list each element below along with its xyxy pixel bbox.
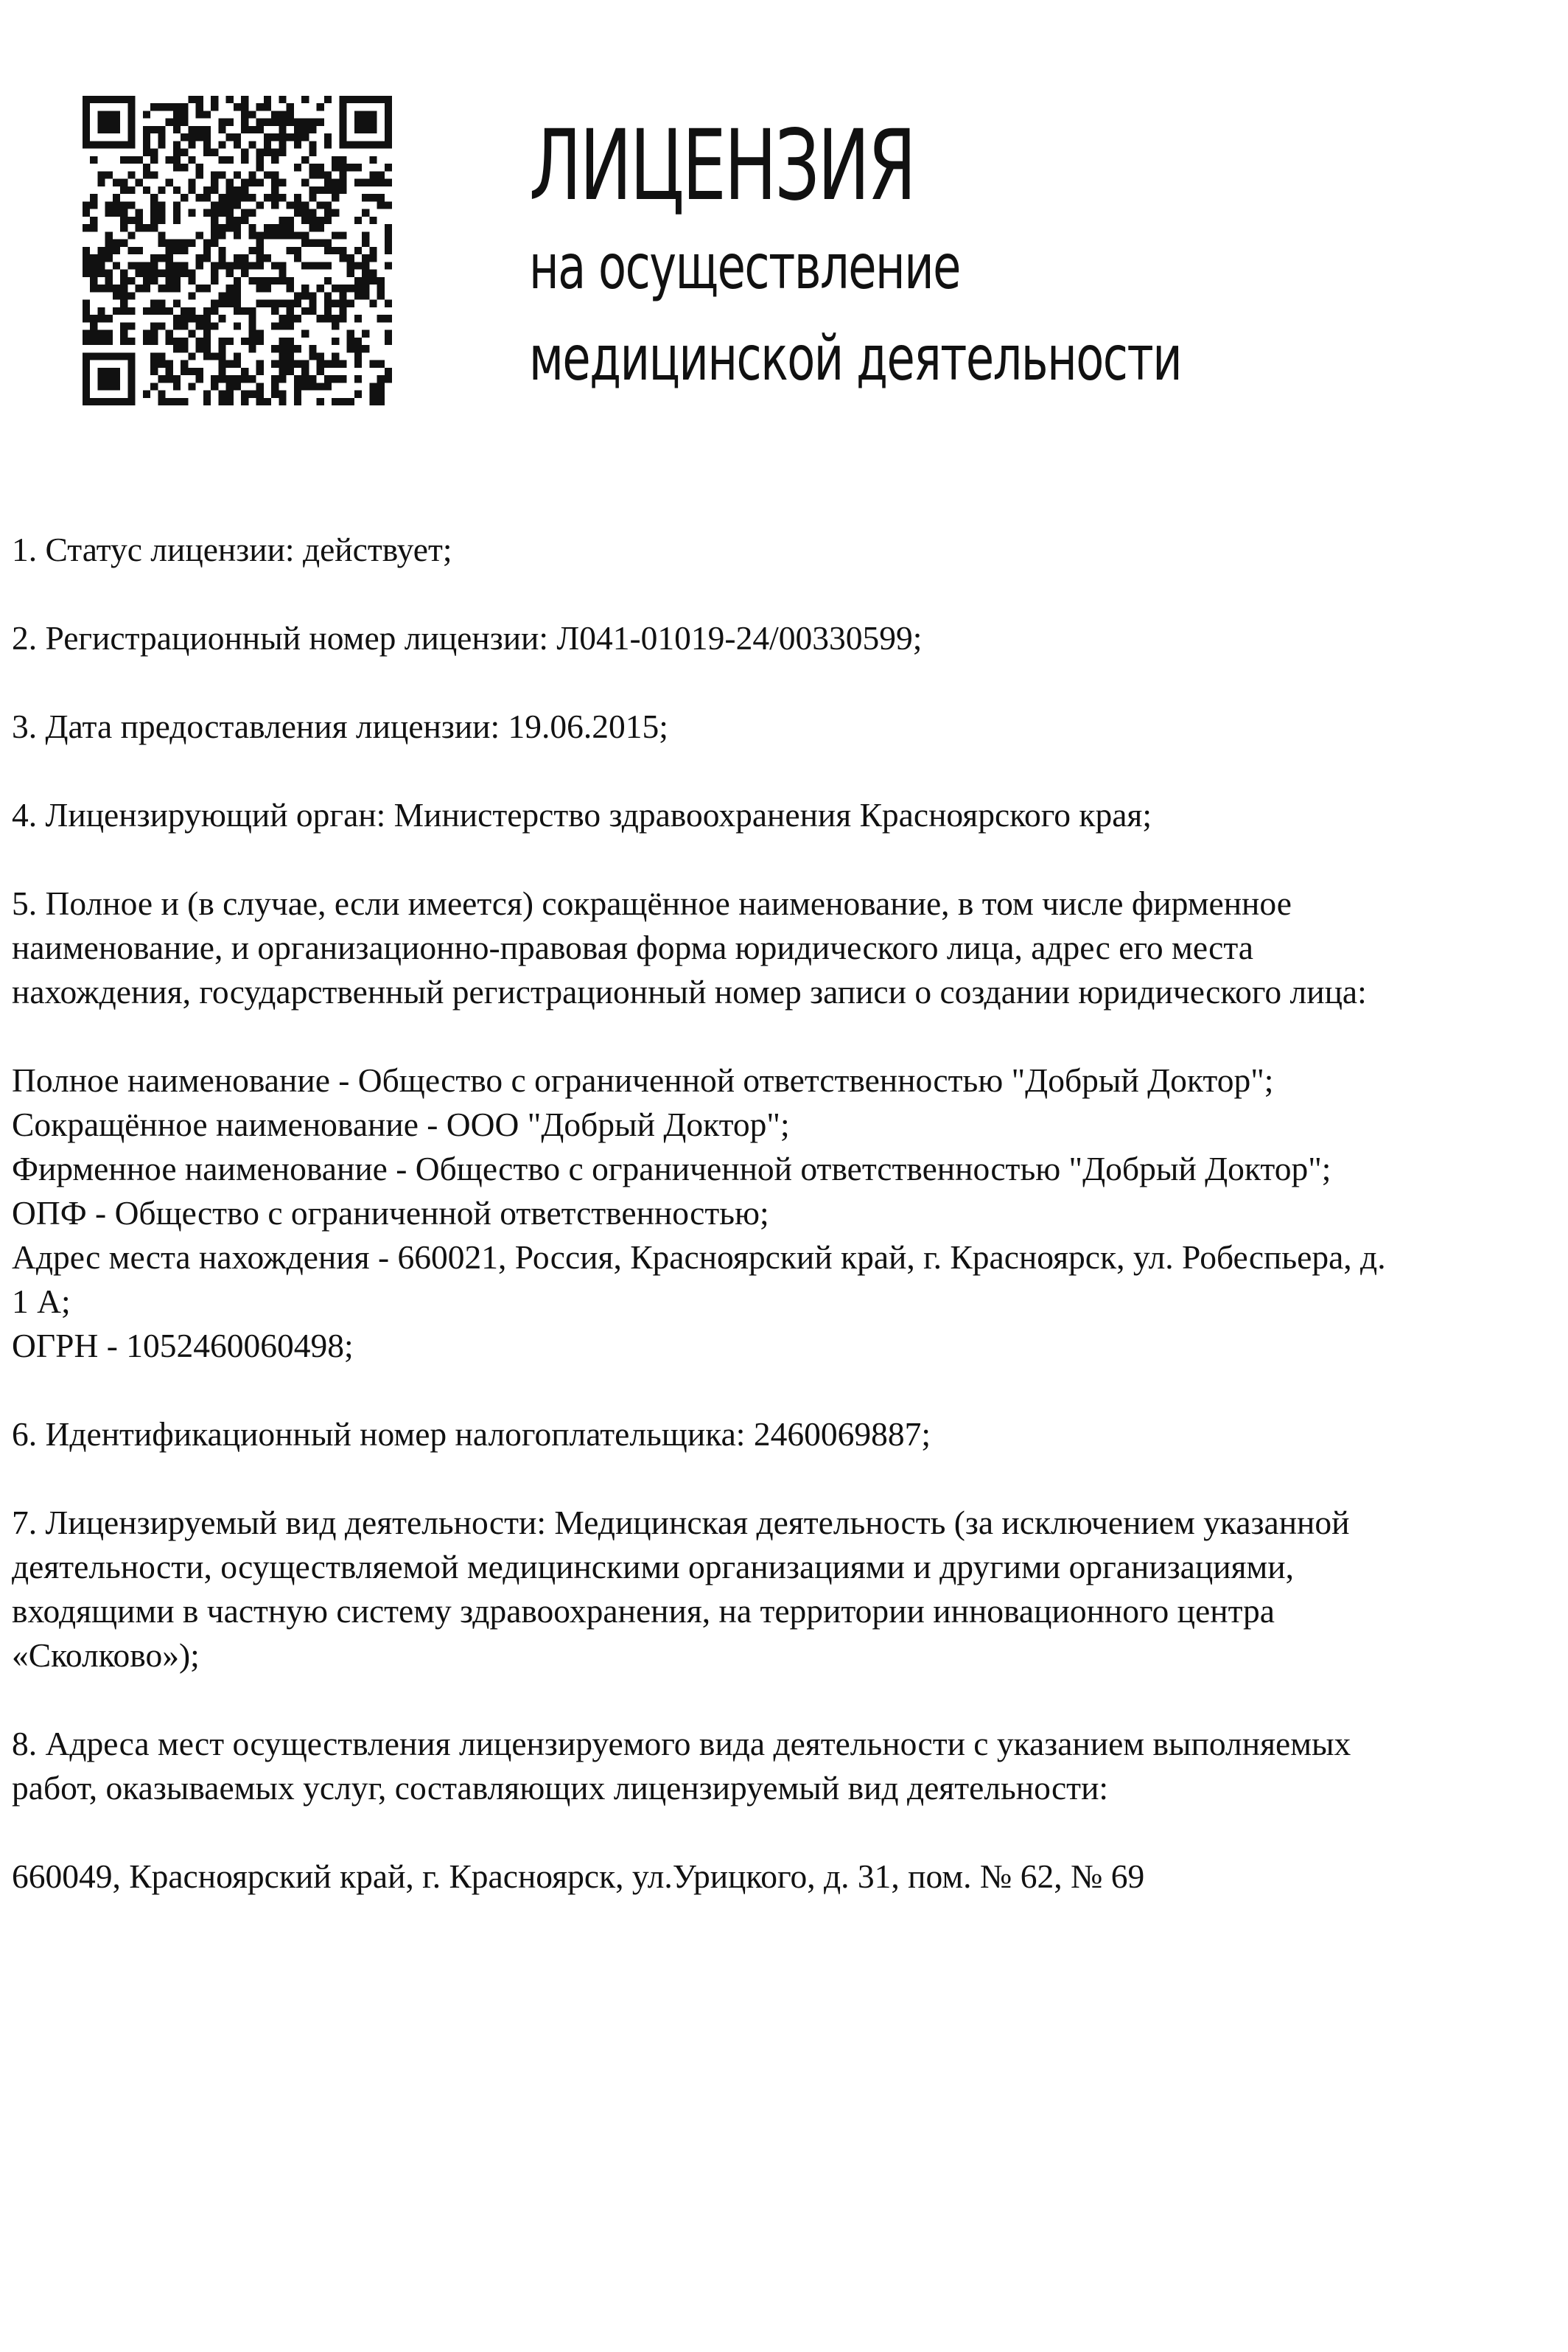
organization-heading-line: нахождения, государственный регистрационный номер записи о создании юридического лица: bbox=[12, 973, 1367, 1011]
licensed-activity-line: «Сколково»); bbox=[12, 1636, 200, 1674]
organization-heading-line: 5. Полное и (в случае, если имеется) сокращённое наименование, в том числе фирменное bbox=[12, 884, 1292, 922]
organization-legal-form: ОПФ - Общество с ограниченной ответственностью; bbox=[12, 1194, 769, 1232]
document-header bbox=[529, 111, 1410, 404]
qr-code-icon bbox=[83, 96, 392, 405]
licensed-activity-line: деятельности, осуществляемой медицинскими организациями и другими организациями, bbox=[12, 1548, 1295, 1585]
organization-short-name: Сокращённое наименование - ООО "Добрый Доктор"; bbox=[12, 1106, 790, 1143]
license-status: 1. Статус лицензии: действует; bbox=[12, 531, 452, 568]
activity-addresses-heading-line: 8. Адреса мест осуществления лицензируемого вида деятельности с указанием выполняемых bbox=[12, 1725, 1351, 1762]
activity-address: 660049, Красноярский край, г. Красноярск, ул.Урицкого, д. 31, пом. № 62, № 69 bbox=[12, 1857, 1145, 1895]
organization-address-continued: 1 А; bbox=[12, 1283, 71, 1320]
licensed-activity-line: 7. Лицензируемый вид деятельности: Медицинская деятельность (за исключением указанной bbox=[12, 1504, 1350, 1541]
licensing-authority: 4. Лицензирующий орган: Министерство здравоохранения Красноярского края; bbox=[12, 796, 1152, 834]
license-details bbox=[12, 528, 1552, 1899]
organization-full-name: Полное наименование - Общество с ограниченной ответственностью "Добрый Доктор"; bbox=[12, 1061, 1274, 1099]
activity-addresses-heading-line: работ, оказываемых услуг, составляющих лицензируемый вид деятельности: bbox=[12, 1769, 1109, 1807]
licensed-activity-line: входящими в частную систему здравоохранения, на территории инновационного центра bbox=[12, 1592, 1275, 1630]
license-issue-date: 3. Дата предоставления лицензии: 19.06.2015; bbox=[12, 708, 668, 745]
document-subtitle-line-1: на осуществление bbox=[529, 231, 960, 303]
document-subtitle-line-2: медицинской деятельности bbox=[529, 322, 1182, 394]
license-registration-number: 2. Регистрационный номер лицензии: Л041-01019-24/00330599; bbox=[12, 619, 923, 657]
organization-address: Адрес места нахождения - 660021, Россия, Красноярский край, г. Красноярск, ул. Робеспьера, д. bbox=[12, 1238, 1386, 1276]
document-title: ЛИЦЕНЗИЯ bbox=[529, 109, 914, 223]
taxpayer-id: 6. Идентификационный номер налогоплательщика: 2460069887; bbox=[12, 1415, 931, 1453]
organization-brand-name: Фирменное наименование - Общество с ограниченной ответственностью "Добрый Доктор"; bbox=[12, 1150, 1331, 1187]
organization-heading-line: наименование, и организационно-правовая форма юридического лица, адрес его места bbox=[12, 929, 1253, 966]
organization-ogrn: ОГРН - 1052460060498; bbox=[12, 1327, 354, 1364]
